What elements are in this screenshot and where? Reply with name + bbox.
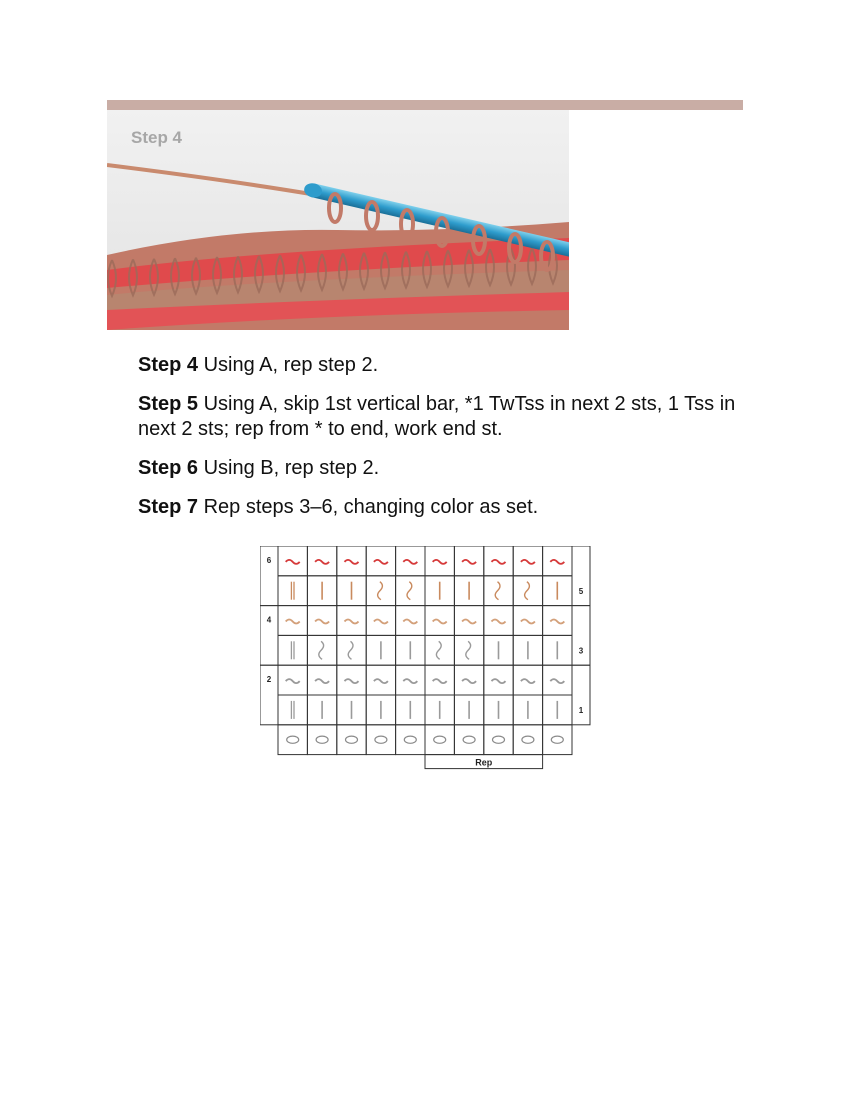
step-7: [138, 495, 748, 520]
stitch-chart: [260, 546, 592, 770]
chart-cell: [425, 725, 454, 755]
row-number-2: 2: [266, 675, 272, 685]
return-pass-symbol: [521, 620, 535, 624]
return-pass-symbol: [492, 560, 506, 564]
step-photo: [107, 110, 569, 330]
chart-cell: [307, 635, 336, 665]
return-pass-symbol: [315, 560, 329, 564]
repeat-label: Rep: [475, 757, 493, 768]
return-pass-symbol: [550, 620, 564, 624]
chart-cell: [396, 576, 425, 606]
chart-cell: [513, 725, 542, 755]
return-pass-symbol: [374, 560, 388, 564]
chart-cell: [454, 635, 483, 665]
chart-cell: [278, 725, 307, 755]
chart-cell: [396, 725, 425, 755]
chart-cell: [425, 635, 454, 665]
step-6-text: Using B, rep step 2.: [198, 457, 380, 479]
twtss-symbol: [525, 582, 530, 600]
return-pass-symbol: [403, 620, 417, 624]
return-pass-symbol: [492, 679, 506, 683]
row-number-box: [260, 546, 278, 606]
chart-cell: [366, 576, 395, 606]
return-pass-symbol: [550, 560, 564, 564]
twtss-symbol: [436, 641, 441, 659]
row-number-3: 3: [578, 646, 584, 656]
return-pass-symbol: [462, 560, 476, 564]
return-pass-symbol: [550, 679, 564, 683]
chain-symbol: [463, 736, 475, 743]
chain-symbol: [404, 736, 416, 743]
return-pass-symbol: [286, 560, 300, 564]
return-pass-symbol: [315, 679, 329, 683]
chart-cell: [454, 725, 483, 755]
step-5-text: Using A, skip 1st vertical bar, *1 TwTss in next 2 sts, 1 Tss in next 2 sts; rep from * to end, work end st.: [138, 393, 736, 440]
chain-symbol: [434, 736, 446, 743]
return-pass-symbol: [433, 560, 447, 564]
twtss-symbol: [348, 641, 353, 659]
chain-symbol: [551, 736, 563, 743]
row-number-5: 5: [578, 586, 584, 596]
return-pass-symbol: [492, 620, 506, 624]
step-4-label: Step 4: [138, 354, 199, 376]
chart-cell: [543, 725, 572, 755]
twtss-symbol: [466, 641, 471, 659]
return-pass-symbol: [462, 620, 476, 624]
row-number-box: [572, 546, 590, 606]
chart-cell: [337, 725, 366, 755]
top-accent-bar: [107, 100, 743, 110]
chart-cell: [366, 725, 395, 755]
row-number-box: [572, 665, 590, 725]
chart-cell: [278, 576, 307, 606]
step-4: [138, 353, 748, 378]
row-number-box: [572, 606, 590, 666]
twtss-symbol: [378, 582, 383, 600]
chart-cell: [484, 725, 513, 755]
step-4-text: Using A, rep step 2.: [198, 354, 379, 376]
step-6-label: Step 6: [138, 457, 199, 479]
chain-symbol: [493, 736, 505, 743]
step-5-label: Step 5: [138, 393, 199, 415]
return-pass-symbol: [345, 620, 359, 624]
instructions: [138, 353, 748, 534]
row-number-1: 1: [578, 706, 584, 715]
twtss-symbol: [495, 582, 500, 600]
return-pass-symbol: [374, 679, 388, 683]
chain-symbol: [522, 736, 534, 743]
return-pass-symbol: [403, 679, 417, 683]
return-pass-symbol: [345, 560, 359, 564]
row-number-4: 4: [266, 615, 272, 625]
return-pass-symbol: [345, 679, 359, 683]
chart-cell: [484, 576, 513, 606]
return-pass-symbol: [433, 620, 447, 624]
return-pass-symbol: [374, 620, 388, 624]
chain-symbol: [375, 736, 387, 743]
chain-symbol: [346, 736, 358, 743]
chart-cell: [337, 635, 366, 665]
return-pass-symbol: [286, 620, 300, 624]
chain-symbol: [287, 736, 299, 743]
return-pass-symbol: [433, 679, 447, 683]
row-number-6: 6: [266, 556, 272, 565]
chart-cell: [307, 725, 336, 755]
chart-cell: [513, 576, 542, 606]
step-5: [138, 392, 748, 442]
twtss-symbol: [319, 641, 324, 659]
photo-step-label: Step 4: [131, 128, 183, 147]
step-6: [138, 456, 748, 481]
return-pass-symbol: [521, 679, 535, 683]
return-pass-symbol: [521, 560, 535, 564]
step-7-label: Step 7: [138, 496, 199, 518]
twtss-symbol: [407, 582, 412, 600]
step-7-text: Rep steps 3–6, changing color as set.: [198, 496, 539, 518]
chart-cell: [278, 695, 307, 725]
return-pass-symbol: [403, 560, 417, 564]
chain-symbol: [316, 736, 328, 743]
return-pass-symbol: [462, 679, 476, 683]
row-number-box: [260, 665, 278, 725]
row-number-box: [260, 606, 278, 666]
return-pass-symbol: [286, 679, 300, 683]
chart-cell: [278, 635, 307, 665]
return-pass-symbol: [315, 620, 329, 624]
